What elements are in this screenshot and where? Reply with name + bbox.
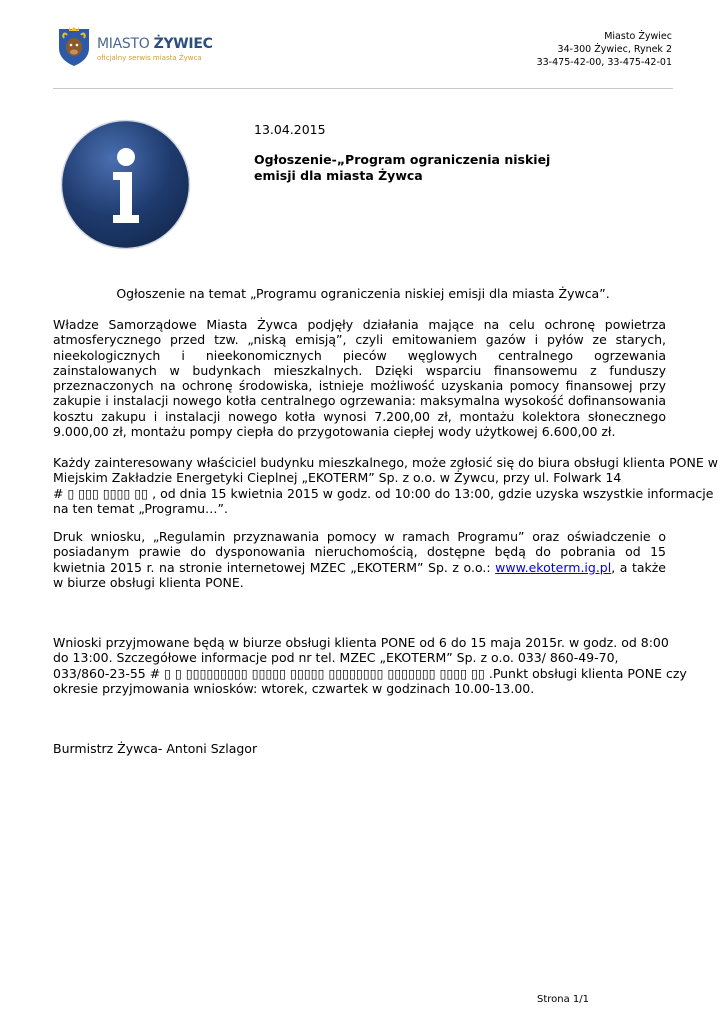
paragraph-program: Władze Samorządowe Miasta Żywca podjęły działania mające na celu ochronę powietrza atmosferycznego przed tzw. „niską emisją”, czyli emitowaniem gazów i pyłów ze starych, nieekologicznych i nieekonomicznych pieców węglowych centralnego ogrzewania zainstalowanych w budynkach mieszkalnych. Dzięki wsparciu finansowemu z funduszy przeznaczonych na ochronę środowiska, istnieje możliwość uzyskania pomocy finansowej przy zakupie i instalacji nowego kotła centralnego ogrzewania: maksymalna wysokość dofinansowania kosztu zakupu i instalacji nowego kotła wynosi 7.200,00 zł, montażu kolektora słonecznego 9.000,00 zł, montażu pompy ciepła do przygotowania ciepłej wody użytkowej 6.600,00 zł. (53, 317, 666, 440)
signature: Burmistrz Żywca- Antoni Szlagor (53, 741, 258, 756)
paragraph-applications: Wnioski przyjmowane będą w biurze obsługi klienta PONE od 6 do 15 maja 2015r. w godz. od 8:00 do 13:00. Szczegółowe informacje pod nr tel. MZEC „EKOTERM” Sp. z o.o. 033/ 860-49-70, 033/860-23-55 # ▯ ▯ ▯▯▯▯▯▯▯▯▯ ▯▯▯▯▯ ▯▯▯▯▯ ▯▯▯▯▯▯▯▯ ▯▯▯▯▯▯▯ ▯▯▯▯ ▯▯ .Punkt obsługi klienta PONE czy okresie przyjmowania wniosków: wtorek, czwartek w godzinach 10.00-13.00. (53, 635, 687, 696)
document-date: 13.04.2015 (254, 122, 326, 137)
info-icon (60, 119, 191, 250)
document-intro: Ogłoszenie na temat „Programu ograniczenia niskiej emisji dla miasta Żywca”. (116, 286, 610, 301)
site-brand-name: MIASTO ŻYWIEC (97, 36, 213, 52)
site-tagline: oficjalny serwis miasta Żywca (97, 54, 202, 62)
site-logo[interactable] (57, 26, 227, 68)
paragraph-forms: Druk wniosku, „Regulamin przyznawania pomocy w ramach Programu” oraz oświadczenie o posiadanym prawie do dysponowania nieruchomością, dostępne będą do pobrania od 15 kwietnia 2015 r. na stronie internetowej MZEC „EKOTERM” Sp. z o.o.: www.ekoterm.ig.pl, a także w biurze obsługi klienta PONE. (53, 529, 666, 590)
ekoterm-link[interactable]: www.ekoterm.ig.pl (495, 559, 612, 575)
paragraph-office: Każdy zainteresowany właściciel budynku mieszkalnego, może zgłosić się do biura obsługi klienta PONE w Miejskim Zakładzie Energetyki Cieplnej „EKOTERM” Sp. z o.o. w Żywcu, przy ul. Folwark 14 # ▯ ▯▯▯ ▯▯▯▯ ▯▯ , od dnia 15 kwietnia 2015 w godz. od 10:00 do 13:00, gdzie uzyska wszystkie informacje na ten temat „Programu…”. (53, 455, 718, 516)
city-crest-icon (57, 26, 91, 66)
header-divider (53, 88, 673, 89)
page-number: Strona 1/1 (537, 994, 590, 1005)
contact-address: 34-300 Żywiec, Rynek 2 (557, 44, 672, 55)
contact-block (537, 30, 672, 69)
document-heading: Ogłoszenie-„Program ograniczenia niskiej emisji dla miasta Żywca (254, 152, 551, 183)
contact-name: Miasto Żywiec (604, 31, 672, 42)
contact-phones: 33-475-42-00, 33-475-42-01 (536, 57, 672, 68)
